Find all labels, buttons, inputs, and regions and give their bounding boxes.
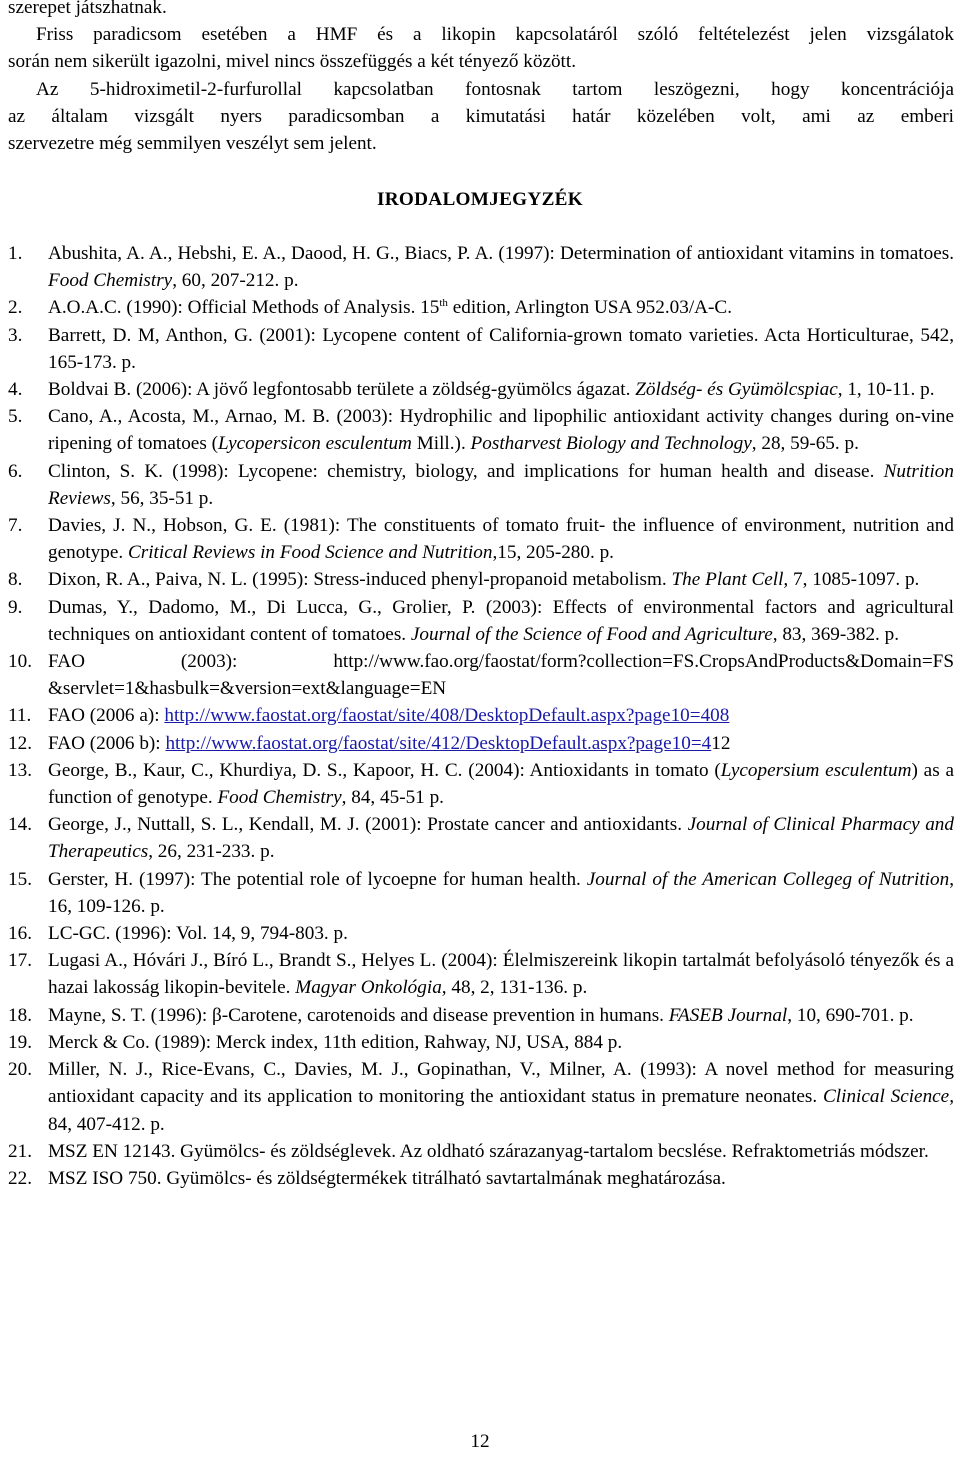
paragraph-continuation: [8, 0, 954, 21]
reference-number: 22.: [8, 1167, 32, 1189]
reference-number: 5.: [8, 406, 23, 428]
journal-title: Food Chemistry: [48, 270, 173, 292]
reference-item: [8, 1056, 954, 1138]
journal-title: Food Chemistry: [217, 787, 342, 809]
text-line: az általam vizsgált nyers paradicsomban a kimutatási határ közelében volt, ami az emberi: [8, 106, 954, 128]
reference-superscript: th: [439, 297, 448, 310]
reference-item: [8, 403, 954, 457]
reference-pages: edition, Arlington USA 952.03/A-C.: [447, 297, 733, 319]
reference-citation: Lugasi A., Hóvári J., Bíró L., Brandt S., Helyes L. (2004): Élelmiszereink likopin tartalmát befolyásoló tényezők és a hazai lakosság likopin-bevitele.: [48, 950, 954, 999]
reference-citation: Dumas, Y., Dadomo, M., Di Lucca, G., Grolier, P. (2003): Effects of environmental factors and agricultural techniques on antioxidant content of tomatoes.: [48, 596, 954, 645]
reference-item: [8, 566, 954, 593]
reference-pages: , 60, 207-212. p.: [172, 270, 299, 292]
reference-item: [8, 757, 954, 811]
reference-pages: , 28, 59-65. p.: [751, 433, 859, 455]
text-line: szerepet játszhatnak.: [8, 0, 167, 18]
reference-number: 6.: [8, 460, 23, 482]
reference-text: [48, 458, 954, 512]
reference-text: [48, 648, 954, 702]
reference-item: [8, 702, 954, 729]
reference-number: 1.: [8, 243, 23, 264]
reference-text: [48, 702, 954, 729]
reference-number: 7.: [8, 515, 23, 537]
reference-number: 9.: [8, 596, 23, 618]
reference-citation: A.O.A.C. (1990): Official Methods of Analysis. 15: [48, 297, 440, 319]
reference-text: [48, 566, 954, 593]
reference-text: [48, 376, 954, 403]
reference-text: [48, 1002, 954, 1029]
journal-title: FASEB Journal: [668, 1004, 788, 1026]
reference-pages: , 26, 231-233. p.: [148, 841, 275, 863]
paragraph-hmf: [8, 21, 954, 75]
reference-citation: Davies, J. N., Hobson, G. E. (1981): The constituents of tomato fruit- the influence of environment, nutrition and genotype.: [48, 515, 954, 564]
reference-citation: MSZ EN 12143. Gyümölcs- és zöldséglevek. Az oldható szárazanyag-tartalom becslése. Refraktometriás módszer.: [48, 1140, 929, 1162]
reference-number: 21.: [8, 1140, 32, 1162]
reference-text: [48, 1029, 954, 1056]
text-line: Az 5-hidroximetil-2-furfurollal kapcsolatban fontosnak tartom leszögezni, hogy koncentrációja: [36, 79, 954, 100]
reference-item: [8, 730, 954, 757]
reference-citation: FAO (2006 a):: [48, 705, 165, 727]
reference-item: [8, 811, 954, 865]
reference-citation: Abushita, A. A., Hebshi, E. A., Daood, H. G., Biacs, P. A. (1997): Determination of antioxidant vitamins in tomatoes.: [48, 243, 954, 264]
reference-text: [48, 240, 954, 294]
reference-citation: Barrett, D. M, Anthon, G. (2001): Lycopene content of California-grown tomato varieties. Acta Horticulturae, 542, 165-173. p.: [48, 324, 954, 373]
reference-number: 13.: [8, 759, 32, 781]
reference-pages: , 16, 109-126. p.: [48, 868, 954, 917]
text-line: Friss paradicsom esetében a HMF és a likopin kapcsolatáról szóló feltételezést jelen vizsgálatok: [36, 24, 954, 45]
reference-text: [48, 866, 954, 920]
species-name: Lycopersicon esculentum: [217, 433, 412, 455]
reference-item: [8, 920, 954, 947]
reference-pages: 84, 407-412. p.: [48, 1113, 165, 1135]
reference-text: [48, 947, 954, 1001]
reference-item: [8, 648, 954, 702]
reference-text: [48, 294, 954, 321]
reference-citation: Merck & Co. (1989): Merck index, 11th edition, Rahway, NJ, USA, 884 p.: [48, 1031, 623, 1053]
reference-text: [48, 594, 954, 648]
journal-title: Journal of the American Collegeg of Nutrition: [586, 868, 950, 890]
reference-number: 3.: [8, 324, 23, 346]
reference-text: [48, 1056, 954, 1138]
reference-item: [8, 458, 954, 512]
reference-number: 4.: [8, 379, 23, 401]
reference-item: [8, 594, 954, 648]
journal-title: Zöldség- és Gyümölcspiac: [635, 379, 838, 401]
reference-citation: Cano, A., Acosta, M., Arnao, M. B. (2003): Hydrophilic and lipophilic antioxidant activity changes during on-vine ripening of tomatoes (: [48, 406, 954, 455]
reference-text: [48, 322, 954, 376]
species-name: Lycopersium esculentum: [720, 759, 912, 781]
reference-pages: , 48, 2, 131-136. p.: [441, 977, 588, 999]
reference-text: [48, 1165, 954, 1192]
section-heading: IRODALOMJEGYZÉK: [377, 189, 583, 210]
journal-title: Journal of Clinical Pharmacy and Therapeutics: [48, 814, 954, 863]
reference-item: [8, 1002, 954, 1029]
journal-title: Journal of the Science of Food and Agriculture: [410, 623, 773, 645]
reference-citation: Dixon, R. A., Paiva, N. L. (1995): Stress-induced phenyl-propanoid metabolism.: [48, 569, 672, 591]
reference-number: 18.: [8, 1004, 32, 1026]
reference-item: [8, 1165, 954, 1192]
reference-item: [8, 376, 954, 403]
text-line: során nem sikerült igazolni, mivel nincs összefüggés a két tényező között.: [8, 51, 577, 73]
reference-number: 2.: [8, 297, 23, 319]
reference-number: 17.: [8, 950, 32, 972]
paragraph-hmf-conclusion: [8, 76, 954, 158]
reference-citation: Mayne, S. T. (1996): β-Carotene, carotenoids and disease prevention in humans.: [48, 1004, 669, 1026]
reference-number: 15.: [8, 868, 32, 890]
reference-pages: , 84, 45-51 p.: [341, 787, 444, 809]
reference-text: [48, 512, 954, 566]
reference-number: 19.: [8, 1031, 32, 1053]
reference-citation-cont: ) as a function of genotype.: [48, 759, 955, 809]
reference-pages: 12: [711, 732, 731, 754]
reference-pages: , 83, 369-382. p.: [772, 623, 900, 645]
reference-number: 8.: [8, 569, 23, 591]
reference-citation: Gerster, H. (1997): The potential role of lycoepne for human health.: [48, 868, 587, 890]
reference-number: 11.: [8, 705, 32, 727]
reference-text: [48, 811, 954, 865]
reference-link[interactable]: http://www.faostat.org/faostat/site/412/DesktopDefault.aspx?page10=4: [165, 732, 712, 754]
page-number: 12: [470, 1431, 490, 1452]
journal-title: Nutrition Reviews: [48, 460, 954, 509]
reference-text: [48, 730, 954, 757]
reference-text: [48, 403, 954, 457]
reference-text: [48, 1138, 954, 1165]
reference-item: [8, 947, 954, 1001]
reference-number: 16.: [8, 923, 32, 945]
reference-text: [48, 757, 954, 811]
reference-item: [8, 322, 954, 376]
reference-citation: Clinton, S. K. (1998): Lycopene: chemistry, biology, and implications for human health and disease.: [48, 460, 884, 482]
reference-item: [8, 1029, 954, 1056]
journal-title: Magyar Onkológia: [295, 977, 442, 999]
reference-number: 10.: [8, 651, 32, 673]
reference-citation: Boldvai B. (2006): A jövő legfontosabb területe a zöldség-gyümölcs ágazat.: [48, 379, 636, 401]
reference-number: 20.: [8, 1059, 32, 1081]
reference-pages: , 56, 35-51 p.: [110, 487, 214, 509]
reference-link[interactable]: http://www.faostat.org/faostat/site/408/DesktopDefault.aspx?page10=408: [164, 705, 730, 727]
reference-number: 14.: [8, 814, 32, 836]
reference-citation: George, B., Kaur, C., Khurdiya, D. S., Kapoor, H. C. (2004): Antioxidants in tomato (: [48, 759, 721, 781]
reference-citation: FAO (2003): http://www.fao.org/faostat/form?collection=FS.CropsAndProducts&Domain=FS &servlet=1&hasbulk=&version=ext&language=EN: [48, 651, 954, 700]
reference-citation: Miller, N. J., Rice-Evans, C., Davies, M. J., Gopinathan, V., Milner, A. (1993): A novel method for measuring antioxidant capacity and its application to monitoring the antioxidant status in premature neonates.: [48, 1059, 954, 1108]
journal-title: The Plant Cell,: [671, 569, 789, 591]
reference-item: [8, 294, 954, 321]
journal-title: Clinical Science,: [822, 1086, 954, 1108]
reference-pages: , 1, 10-11. p.: [837, 379, 935, 401]
reference-pages: , 10, 690-701. p.: [787, 1004, 914, 1026]
reference-citation: FAO (2006 b):: [48, 732, 166, 754]
reference-citation: MSZ ISO 750. Gyümölcs- és zöldségtermékek titrálható savtartalmának meghatározása.: [48, 1167, 726, 1189]
reference-pages: 7, 1085-1097. p.: [788, 569, 920, 591]
journal-title: Critical Reviews in Food Science and Nutrition: [127, 542, 493, 564]
reference-text: [48, 920, 954, 947]
reference-citation: LC-GC. (1996): Vol. 14, 9, 794-803. p.: [48, 923, 348, 945]
reference-citation-cont: Mill.).: [411, 433, 471, 455]
reference-item: [8, 240, 954, 294]
reference-pages: ,15, 205-280. p.: [492, 542, 614, 564]
reference-list: [8, 240, 954, 1192]
reference-item: [8, 1138, 954, 1165]
journal-title: Postharvest Biology and Technology: [470, 433, 752, 455]
reference-item: [8, 512, 954, 566]
reference-citation: George, J., Nuttall, S. L., Kendall, M. J. (2001): Prostate cancer and antioxidants.: [48, 814, 688, 836]
reference-number: 12.: [8, 732, 32, 754]
text-line: szervezetre még semmilyen veszélyt sem jelent.: [8, 133, 377, 155]
reference-item: [8, 866, 954, 920]
